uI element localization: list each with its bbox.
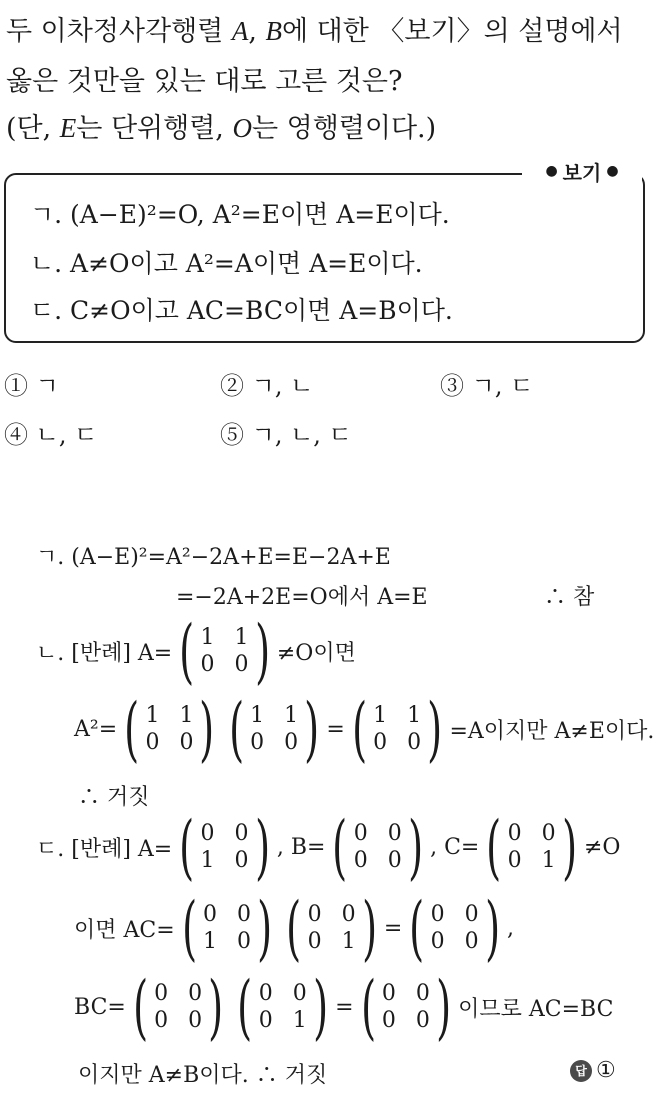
paren-left: (: [486, 806, 502, 888]
matrix-entry: 1: [234, 624, 249, 650]
matrix-grid: [145, 703, 193, 756]
paren-right: ): [484, 887, 500, 969]
solution-g-line1: ㄱ. (A−E)²=A²−2A+E=E−2A+E: [36, 545, 391, 570]
paren-left: (: [237, 966, 253, 1048]
matrix-entry: 1: [200, 848, 215, 873]
paren-left: (: [332, 806, 348, 888]
matrix-entry: 1: [407, 702, 422, 728]
matrix-entry: 0: [353, 848, 368, 873]
matrix-entry: 0: [415, 1008, 430, 1033]
matrix-grid: [201, 821, 249, 874]
matrix: [280, 887, 383, 969]
matrix-entry: 0: [307, 901, 322, 927]
paren-left: (: [286, 887, 302, 969]
matrix-grid: [508, 821, 556, 874]
paren-right: ): [208, 966, 224, 1048]
matrix-entry: 0: [381, 1008, 396, 1033]
matrix-grid: [250, 703, 298, 756]
paren-right: ): [407, 806, 423, 888]
paren-right: ): [254, 610, 270, 692]
matrix-entry: 0: [464, 929, 479, 954]
solution-g-verdict: ∴ 참: [544, 585, 595, 610]
paren-left: (: [132, 966, 149, 1048]
solution-d-label: ㄷ. [반례] A=: [36, 836, 173, 862]
note-close: 는 영행렬이다.): [251, 113, 437, 144]
paren-left: (: [179, 610, 195, 692]
note-mid: 는 단위행렬,: [76, 113, 233, 144]
paren-left: (: [179, 806, 195, 888]
paren-right: ): [361, 887, 377, 969]
solution-d-line2: [74, 887, 514, 969]
matrix-entry: 0: [541, 820, 556, 846]
matrix-entry: 0: [179, 730, 194, 755]
matrix-entry: 1: [292, 1008, 307, 1033]
paren-left: (: [351, 688, 367, 770]
matrix: [231, 966, 334, 1048]
paren-right: ): [561, 806, 577, 888]
paren-right: ): [257, 887, 273, 969]
matrix-entry: 1: [373, 702, 388, 728]
comma: ,: [506, 915, 514, 941]
matrix-grid: [431, 902, 479, 955]
matrix-entry: 0: [407, 730, 422, 755]
matrix-entry: 1: [179, 702, 194, 728]
matrix-grid: [354, 821, 402, 874]
solution-d-b: , B=: [276, 834, 326, 860]
matrix-entry: 1: [541, 848, 556, 873]
bogi-item-3: ㄷ. C≠O이고 AC=BC이면 A=B이다.: [30, 296, 453, 325]
solution-n-label: ㄴ. [반례] A=: [36, 640, 173, 666]
equals: =: [383, 915, 403, 941]
question-line-2: 옳은 것만을 있는 대로 고른 것은?: [6, 66, 403, 97]
choice-3[interactable]: ③ ㄱ, ㄷ: [440, 372, 534, 400]
answer-badge-icon: 답: [570, 1060, 592, 1082]
solution-d-last: 이지만 A≠B이다. ∴ 거짓: [78, 1063, 328, 1088]
solution-d-line3-a: BC=: [74, 994, 126, 1020]
matrix: [326, 806, 429, 888]
question-line-1: [6, 18, 623, 45]
matrix-entry: 0: [200, 820, 215, 846]
solution-d-line2-a: 이면 AC=: [74, 917, 175, 943]
equals: =: [326, 716, 345, 742]
matrix: [173, 610, 276, 692]
paren-left: (: [124, 688, 140, 770]
paren-right: ): [427, 688, 443, 770]
matrix-entry: 1: [145, 702, 160, 728]
choice-1[interactable]: ① ㄱ: [4, 372, 59, 400]
bogi-item-1: ㄱ. (A−E)²=O, A²=E이면 A=E이다.: [30, 200, 450, 229]
matrix-entry: 0: [415, 980, 430, 1006]
solution-d-c: , C=: [430, 834, 480, 860]
matrix-entry: 1: [202, 929, 217, 954]
paren-left: (: [228, 688, 244, 770]
matrix-grid: [308, 902, 356, 955]
matrix-grid: [382, 981, 430, 1034]
solution-n-verdict: ∴ 거짓: [78, 785, 150, 810]
solution-n-tail: ≠O이면: [276, 640, 356, 666]
matrix-entry: 0: [154, 1008, 169, 1033]
matrix-grid: [154, 981, 202, 1034]
matrix-entry: 0: [234, 652, 249, 677]
paren-right: ): [435, 966, 452, 1048]
matrix-entry: 0: [387, 848, 402, 873]
matrix-entry: 1: [284, 702, 299, 728]
answer-value: ①: [596, 1058, 616, 1083]
matrix-entry: 0: [202, 901, 217, 927]
paren-left: (: [409, 887, 425, 969]
matrix: [403, 887, 506, 969]
matrix-entry: 0: [430, 929, 445, 954]
solution-n-line1: [36, 610, 356, 692]
matrix-entry: 0: [381, 980, 396, 1006]
matrix-grid: [373, 703, 421, 756]
matrix: [118, 688, 221, 770]
paren-right: ): [199, 688, 215, 770]
matrix-entry: 0: [188, 980, 203, 1006]
paren-right: ): [312, 966, 328, 1048]
matrix-entry: 0: [236, 901, 251, 927]
solution-g-line2: =−2A+2E=O에서 A=E: [176, 585, 428, 610]
matrix-entry: 0: [341, 901, 356, 927]
matrix-entry: 0: [307, 929, 322, 954]
matrix-grid: [201, 625, 249, 678]
choice-2[interactable]: ② ㄱ, ㄴ: [220, 372, 314, 400]
var-b: B: [265, 16, 282, 46]
matrix: [223, 688, 326, 770]
bogi-label-text: 보기: [562, 160, 602, 185]
solution-d-line1: [36, 806, 621, 888]
matrix-entry: 0: [234, 848, 249, 873]
solution-n-line2: [74, 688, 655, 770]
matrix-grid: [203, 902, 251, 955]
matrix-entry: 0: [200, 652, 215, 677]
solution-d-tail: ≠O: [583, 834, 621, 860]
matrix-entry: 0: [234, 820, 249, 846]
var-e: E: [59, 113, 77, 143]
choice-5[interactable]: ⑤ ㄱ, ㄴ, ㄷ: [220, 421, 352, 449]
matrix: [480, 806, 583, 888]
matrix-entry: 0: [258, 1008, 273, 1033]
matrix-entry: 0: [250, 730, 265, 755]
matrix-entry: 0: [464, 901, 479, 927]
matrix-entry: 0: [353, 820, 368, 846]
matrix: [346, 688, 449, 770]
matrix: [173, 806, 276, 888]
equals: =: [335, 994, 354, 1020]
bogi-label: [522, 156, 642, 186]
question-text-tail: 에 대한 〈보기〉의 설명에서: [282, 16, 623, 47]
comma: ,: [248, 16, 266, 47]
choice-4[interactable]: ④ ㄴ, ㄷ: [4, 421, 98, 449]
matrix-entry: 1: [200, 624, 215, 650]
matrix-grid: [259, 981, 307, 1034]
bogi-item-2: ㄴ. A≠O이고 A²=A이면 A=E이다.: [30, 249, 423, 278]
solution-n-eq-a: A²=: [74, 716, 118, 742]
matrix-entry: 0: [145, 730, 160, 755]
matrix-entry: 0: [284, 730, 299, 755]
matrix: [355, 966, 458, 1048]
matrix-entry: 0: [373, 730, 388, 755]
matrix-entry: 0: [258, 980, 273, 1006]
bullet-dot: ●: [606, 163, 619, 179]
answer: [570, 1058, 616, 1083]
matrix-entry: 0: [430, 901, 445, 927]
matrix-entry: 0: [507, 820, 522, 846]
matrix: [176, 887, 279, 969]
paren-left: (: [181, 887, 197, 969]
matrix-entry: 0: [188, 1008, 203, 1033]
paren-right: ): [254, 806, 270, 888]
matrix-entry: 0: [236, 929, 251, 954]
paren-right: ): [304, 688, 320, 770]
matrix-entry: 1: [250, 702, 265, 728]
matrix-entry: 0: [507, 848, 522, 873]
matrix-entry: 0: [154, 980, 169, 1006]
bullet-dot: ●: [545, 163, 558, 179]
matrix-entry: 0: [387, 820, 402, 846]
solution-n-eq-tail: =A이지만 A≠E이다.: [449, 718, 655, 744]
question-text: 두 이차정사각행렬: [6, 16, 232, 47]
matrix: [127, 966, 230, 1048]
matrix-entry: 0: [292, 980, 307, 1006]
var-a: A: [231, 16, 249, 46]
solution-d-line3: [74, 966, 614, 1048]
var-o: O: [232, 113, 252, 143]
matrix-entry: 1: [341, 929, 356, 954]
paren-left: (: [360, 966, 376, 1048]
note-open: (단,: [6, 113, 60, 144]
question-line-3: [6, 115, 436, 142]
solution-d-line3-tail: 이므로 AC=BC: [458, 996, 614, 1022]
